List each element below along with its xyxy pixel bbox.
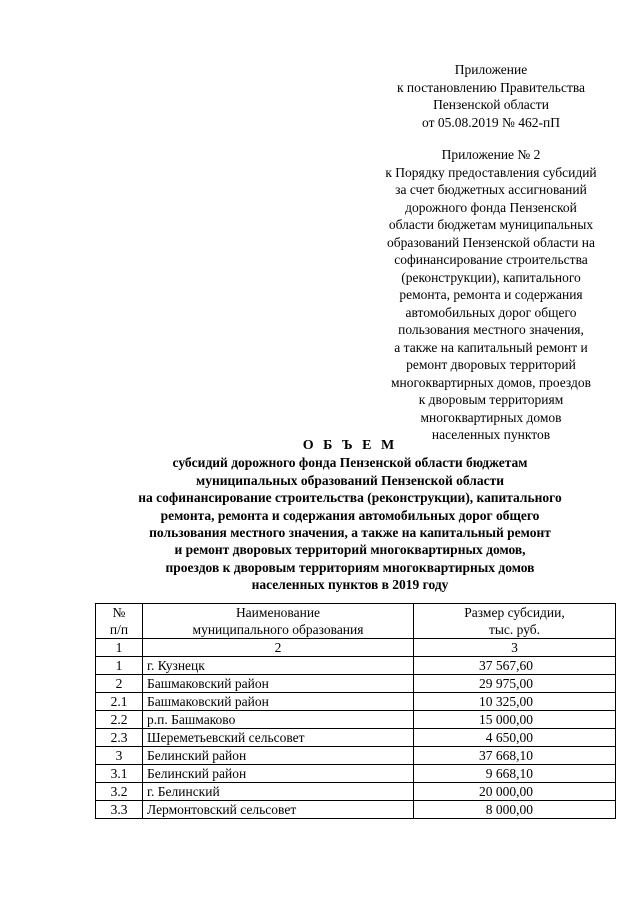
- row-num: 3: [96, 747, 143, 765]
- header-name: [143, 604, 414, 639]
- title-line: ремонта, ремонта и содержания автомобильных дорог общего: [160, 507, 540, 523]
- row-name: г. Кузнецк: [143, 657, 414, 675]
- appendix-2-line: ремонт дворовых территорий: [406, 357, 576, 372]
- appendix-1-line: от 05.08.2019 № 462-пП: [422, 114, 560, 130]
- appendix-2-line: за счет бюджетных ассигнований: [395, 182, 587, 197]
- subsidy-table: [95, 603, 616, 819]
- row-num: 3.2: [96, 783, 143, 801]
- appendix-2-line: дорожного фонда Пензенской: [405, 199, 577, 215]
- header-amount-line1: Размер субсидии,: [464, 605, 565, 620]
- row-amount: 20 000,00: [414, 783, 616, 801]
- table-header-row: [96, 604, 616, 639]
- appendix-1-line: Пензенской области: [433, 97, 549, 112]
- appendix-2-line: многоквартирных домов: [420, 409, 562, 425]
- column-number: 3: [414, 639, 616, 657]
- table-row: [96, 783, 616, 801]
- title-line: населенных пунктов в 2019 году: [251, 577, 449, 593]
- appendix-2-block: [360, 146, 622, 444]
- row-num: 2.2: [96, 711, 143, 729]
- row-num: 1: [96, 657, 143, 675]
- column-number: 1: [96, 639, 143, 657]
- appendix-2-line: софинансирование строительства: [394, 252, 588, 267]
- row-num: 3.3: [96, 801, 143, 819]
- table-row: [96, 711, 616, 729]
- title-heading: О Б Ъ Е М: [302, 438, 398, 453]
- row-num: 2: [96, 675, 143, 693]
- title-line: пользования местного значения, а также на капитальный ремонт: [149, 525, 551, 541]
- appendix-2-line: многоквартирных домов, проездов: [391, 374, 591, 390]
- title-line: муниципальных образований Пензенской области: [196, 472, 504, 488]
- appendix-2-line: к Порядку предоставления субсидий: [385, 164, 597, 180]
- row-name: Шереметьевский сельсовет: [143, 729, 414, 747]
- table-row: [96, 765, 616, 783]
- row-amount: 9 668,10: [414, 765, 616, 783]
- row-name: Белинский район: [143, 747, 414, 765]
- row-name: г. Белинский: [143, 783, 414, 801]
- row-num: 2.1: [96, 693, 143, 711]
- row-name: Лермонтовский сельсовет: [143, 801, 414, 819]
- header-amount: [414, 604, 616, 639]
- table-row: [96, 675, 616, 693]
- appendix-2-line: области бюджетам муниципальных: [388, 217, 594, 232]
- appendix-2-line: населенных пунктов: [431, 427, 551, 442]
- document-title: [60, 437, 640, 594]
- row-amount: 8 000,00: [414, 801, 616, 819]
- row-name: Белинский район: [143, 765, 414, 783]
- row-name: Башмаковский район: [143, 693, 414, 711]
- title-line: проездов к дворовым территориям многоквартирных домов: [165, 559, 535, 575]
- appendix-1-block: [360, 61, 622, 131]
- header-num-line1: №: [112, 605, 126, 620]
- table-row: [96, 693, 616, 711]
- title-line: на софинансирование строительства (реконструкции), капитального: [138, 490, 562, 506]
- column-number-row: [96, 639, 616, 657]
- header-name-line1: Наименование: [235, 605, 321, 620]
- appendix-2-line: Приложение № 2: [441, 147, 541, 162]
- header-name-line2: муниципального образования: [192, 622, 364, 637]
- column-number: 2: [143, 639, 414, 657]
- appendix-1-line: Приложение: [454, 62, 528, 77]
- row-num: 3.1: [96, 765, 143, 783]
- appendix-2-line: образований Пензенской области на: [386, 234, 596, 250]
- table-row: [96, 729, 616, 747]
- row-amount: 10 325,00: [414, 693, 616, 711]
- row-name: Башмаковский район: [143, 675, 414, 693]
- appendix-2-line: а также на капитальный ремонт и: [394, 339, 588, 355]
- row-name: р.п. Башмаково: [143, 711, 414, 729]
- title-line: и ремонт дворовых территорий многоквартирных домов,: [174, 542, 526, 558]
- table-row: [96, 801, 616, 819]
- row-amount: 29 975,00: [414, 675, 616, 693]
- row-amount: 4 650,00: [414, 729, 616, 747]
- row-amount: 15 000,00: [414, 711, 616, 729]
- table-row: [96, 747, 616, 765]
- table-row: [96, 657, 616, 675]
- row-amount: 37 567,60: [414, 657, 616, 675]
- header-num: [96, 604, 143, 639]
- row-num: 2.3: [96, 729, 143, 747]
- row-amount: 37 668,10: [414, 747, 616, 765]
- appendix-1-line: к постановлению Правительства: [396, 79, 586, 95]
- title-line: субсидий дорожного фонда Пензенской области бюджетам: [172, 455, 528, 471]
- appendix-2-line: к дворовым территориям: [418, 392, 564, 407]
- appendix-2-line: ремонта, ремонта и содержания: [399, 287, 583, 302]
- header-num-line2: п/п: [109, 622, 129, 637]
- appendix-2-line: (реконструкции), капитального: [401, 269, 581, 285]
- appendix-2-line: пользования местного значения,: [398, 322, 584, 337]
- header-amount-line2: тыс. руб.: [488, 622, 541, 637]
- appendix-2-line: автомобильных дорог общего: [405, 304, 577, 320]
